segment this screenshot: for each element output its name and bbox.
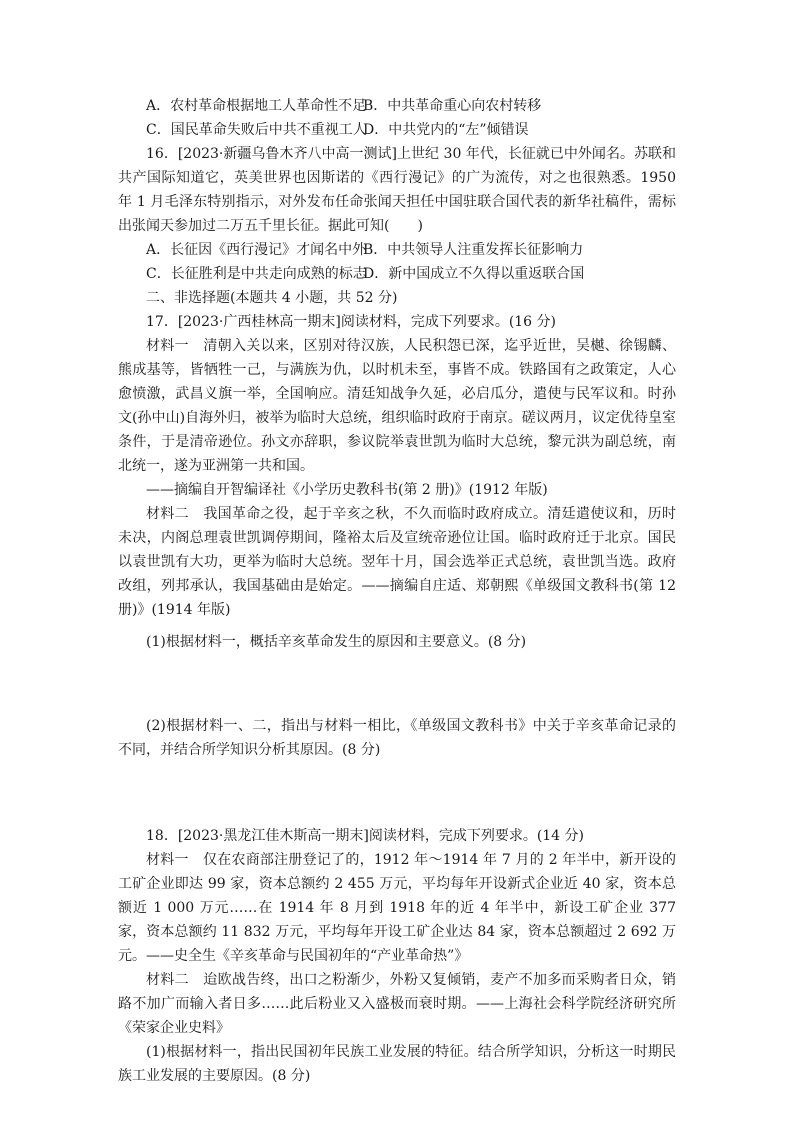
q17-material1-source: ——摘编自开智编译社《小学历史教科书(第 2 册)》(1912 年版) [146, 482, 548, 498]
q16-option-a: A．长征因《西行漫记》才闻名中外 [146, 242, 367, 258]
q18-material1-text: 材料一 仅在农商部注册登记了的，1912 年～1914 年 7 月的 2 年半中，新开设的工矿企业即达 99 家，资本总额约 2 455 万元，平均每年开设新式企业近 40 家，资本总额近 1 000 万元……在 1914 年 8 月到 1918 年的近 4 年半中，新设工矿企业 377 家，资本总额约 11 832 万元，平均每年开设工矿企业达 84 家，资本总额超过 2 692 万元。——史全生《辛亥革命与民国初年的“产业革命热”》 [118, 852, 676, 964]
q15-option-a: A．农村革命根据地工人革命性不足 [146, 98, 367, 114]
q15-options-row1 [118, 94, 676, 118]
q16-option-c: C．长征胜利是中共走向成熟的标志 [146, 266, 367, 282]
q18-material2-text: 材料二 迨欧战告终，出口之粉渐少，外粉又复倾销，麦产不加多而采购者日众，销路不加广而输入者日多……此后粉业又入盛极而衰时期。——上海社会科学院经济研究所《荣家企业史料》 [118, 972, 676, 1036]
q18-sub1 [118, 1040, 676, 1088]
q18-material1 [118, 848, 676, 968]
q17-material1 [118, 334, 676, 502]
q16-option-b: B．中共领导人注重发挥长征影响力 [363, 242, 584, 258]
q15-option-d: D．中共党内的“左”倾错误 [363, 122, 529, 138]
q16-options-row2 [118, 262, 676, 286]
q17-material1-text: 材料一 清朝入关以来，区别对待汉族，人民积怨已深，迄乎近世，吴樾、徐锡麟、熊成基等，皆牺牲一己，与满族为仇，以时机未至，事皆不成。铁路国有之政策定，人心愈愤激，武昌义旗一举，全国响应。清廷知战争久延，必启瓜分，遣使与民军议和。时孙文(孙中山)自海外归，被举为临时大总统，组织临时政府于南京。磋议两月，议定优待皇室条件，于是清帝逊位。孙文亦辞职，参议院举袁世凯为临时大总统，黎元洪为副总统，南北统一，遂为亚洲第一共和国。 [118, 338, 676, 474]
q16-options-row1 [118, 238, 676, 262]
q17-material2 [118, 502, 676, 622]
q15-option-c: C．国民革命失败后中共不重视工人 [146, 122, 367, 138]
q17-sub1 [118, 630, 676, 654]
q18-sub1-text: (1)根据材料一，指出民国初年民族工业发展的特征。结合所学知识，分析这一时期民族工业发展的主要原因。(8 分) [118, 1044, 676, 1084]
q17-material2-text: 材料二 我国革命之役，起于辛亥之秋，不久而临时政府成立。清廷遣使议和，历时未决，内阁总理袁世凯调停期间，隆裕太后及宣统帝逊位让国。临时政府迁于北京。国民以袁世凯有大功，更举为临时大总统。翌年十月，国会选举正式总统，袁世凯当选。政府改组，列邦承认，我国基础由是始定。——摘编自庄适、郑朝熙《单级国文教科书(第 12 册)》(1914 年版) [118, 506, 676, 618]
q16-option-d: D．新中国成立不久得以重返联合国 [363, 266, 585, 282]
q16-question [118, 142, 676, 238]
q17-answer-space-1[interactable] [118, 654, 676, 714]
q16-stem: 16．[2023·新疆乌鲁木齐八中高一测试]上世纪 30 年代，长征就已中外闻名。苏联和共产国际知道它，英美世界也因斯诺的《西行漫记》的广为流传，对之也很熟悉。1950 年 1 月毛泽东特别指示，对外发布任命张闻天担任中国驻联合国代表的新华社稿件，需标出张闻天参加过二万五千里长征。据此可知( ) [118, 146, 676, 234]
q17-stem: 17．[2023·广西桂林高一期末]阅读材料，完成下列要求。(16 分) [146, 314, 557, 330]
q17-sub1-text: (1)根据材料一，概括辛亥革命发生的原因和主要意义。(8 分) [146, 634, 527, 650]
q17-answer-space-2[interactable] [118, 762, 676, 824]
q17-sub2-text: (2)根据材料一、二，指出与材料一相比，《单级国文教科书》中关于辛亥革命记录的不同，并结合所学知识分析其原因。(8 分) [118, 718, 676, 758]
q15-options-row2 [118, 118, 676, 142]
q18-stem: 18．[2023·黑龙江佳木斯高一期末]阅读材料，完成下列要求。(14 分) [146, 828, 585, 844]
exam-page [118, 94, 676, 1088]
q17-sub2 [118, 714, 676, 762]
q18-material2 [118, 968, 676, 1040]
q15-option-b: B．中共革命重心向农村转移 [363, 98, 542, 114]
section2-heading: 二、非选择题(本题共 4 小题，共 52 分) [146, 290, 398, 306]
